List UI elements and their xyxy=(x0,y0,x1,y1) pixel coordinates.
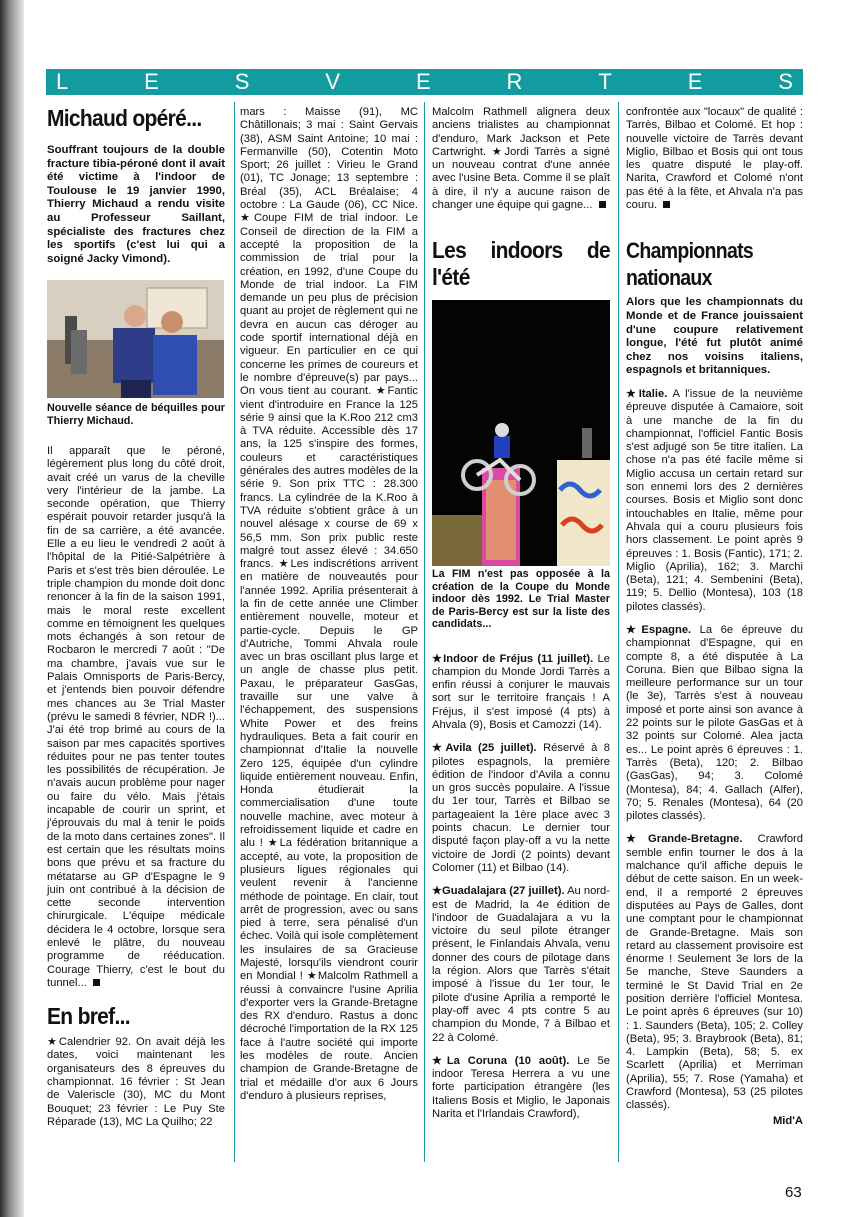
event-heading: ★Guadalajara (27 juillet). xyxy=(432,885,565,898)
end-mark xyxy=(93,979,100,986)
event-text: Le 5e indoor Teresa Herrera a vu une forte participation étrangère (les Italiens Bosis et Miglio, le Japonais Narita et l'Irlandais Crawford), xyxy=(432,1054,611,1120)
brief-continued: mars : Maisse (91), MC Châtillonais; 3 mai : Saint Gervais (38), ASM Saint Antoine; 10 mai : Fermanville (50), Cotentin Moto Sport; 26 juillet : Virieu le Grand (01), TC Jonage; 13 septembre : Bréal (35), ACL Bréalaise; 4 octobre : La Gaude (06), CC Nice. ★Coupe FIM de trial indoor. Le Conseil de direction de la FIM a accepté la proposition de la commission de trial pour la création, en 1992, d'une Coupe du Monde de trial indoor. La FIM demande un peu plus de précision quant au projet de règlement qui ne devra en aucun cas déroger au code sportif international déjà en vigueur. En particulier en ce qui concerne les primes de coureurs et le nombre d'épreuve(s) par pays... On vous tient au courant. ★Fantic vient d'introduire en France la 125 série 9 ainsi que la K.Roo 212 cm3 à TVA réduite. Accessible dès 17 ans, la 125 s'inspire des formes, couleurs et caractéristiques générales des autres modèles de la série 9. Son prix TTC : 28.300 francs. La cylindrée de la K.Roo à TVA réduite s'obtient grâce à un nouvel alésage x course de 69 x 56,5 mm. Son prix public reste malgré tout assez élevé : 34.650 francs. ★Les indiscrétions arrivent en matière de nouveautés pour l'année 1992. Aprilia présenterait à la fin de cette année une Climber entièrement nouvelle, moteur et partie-cycle. Depuis le GP d'Autriche, Tommi Ahvala roule avec un bras oscillant plus large et un angle de chasse plus petit. Paxau, le préparateur GasGas, travaille sur une valve à l'échappement, des suspensions White Power et des freins hydrauliques. Beta a fait courir en championnat d'Italie la nouvelle Zero 125, équipée d'un cylindre liquide entièrement nouveau. Enfin, Honda étudierait la commercialisation d'une toute nouvelle machine, avec moteur à refroidissement liquide et cadre en alu ! ★La fédération britannique a accepté, au vote, la proposition de plusieurs ligues régionales qui veulent revenir à l'ancienne méthode de pointage. En clair, tout arrêt de progression, avec ou sans pied à terre, sera pénalisé d'un échec. Voilà qui isole complètement les insulaires de sa Gracieuse Majesté, lorsqu'ils viendront courir en Mondial ! ★Malcolm Rathmell a réussi à convaincre l'usine Aprilia d'exporter vers la Grande-Bretagne des RX d'enduro. Rastus a donc décroché l'importation de la RX 125 face à l'autre société qui importe les modèles de route. Ancien champion de Grande-Bretagne de trial et médaille d'or aux 6 Jours d'enduro à plusieurs reprises, xyxy=(240,106,418,1102)
event-text: Réservé à 8 pilotes espagnols, la première édition de l'indoor d'Avila a connu un gros succès populaire. A l'issue du 1er tour, Tarrès et Bilbao se partageaient la 1ère place avec 3 points chacun. Le dernier tour disputé façon play-off a vu la nette victoire de Jordi (2 points) devant Colomer (11) et Bilbao (14). xyxy=(432,742,610,874)
coruna-end-text: confrontée aux "locaux" de qualité : Tarrès, Bilbao et Colomé. Et hop : nouvelle victoire de Tarrès devant Miglio, Bilbao et Bosis qui ont tous les quatre disputé le play-off. Narita, Crawford et Colomé n'ont pas été à la fête, et Ahvala n'a pas couru. xyxy=(626,106,803,212)
end-mark xyxy=(599,201,606,208)
column-4 xyxy=(626,106,803,1130)
banner-letter: E xyxy=(687,69,703,94)
country-heading: ★Grande-Bretagne. xyxy=(626,833,743,846)
nationals-spain xyxy=(626,624,803,823)
page-number: 63 xyxy=(785,1184,802,1201)
brief-end xyxy=(432,106,610,212)
article-body xyxy=(47,445,225,990)
page-gutter xyxy=(0,0,24,1217)
column-rule xyxy=(618,102,619,1162)
section-banner xyxy=(46,69,803,95)
event-heading: ★La Coruna (10 août). xyxy=(432,1054,570,1067)
event-text: Au nord-est de Madrid, la 4e édition de l'indoor de Guadalajara a vu la victoire du seul pilote étranger présent, le Finlandais Ahvala, venu donner des cours de pilotage dans la région. Alors que Tarrès s'était imposé à l'issue du 1er tour, le pilote d'usine Aprilia a remporté le play-off avec 4 pts contre 5 au champion du Monde, 7 à Bilbao et 22 à Colomé. xyxy=(432,885,610,1044)
banner-letter: S xyxy=(234,69,250,94)
country-heading: ★Italie. xyxy=(626,387,668,400)
column-rule xyxy=(424,102,425,1162)
column-3 xyxy=(432,106,610,292)
country-text: A l'issue de la neuvième épreuve disputée à Camaiore, soit à une manche de la fin du championnat, l'officiel Fantic Bosis s'est adjugé son 5e titre italien. La chose n'a pas été facile même si Miglio accusa un certain retard sur son ennemi lors des 2 dernières courses. Bosis et Miglio sont donc intouchables en Italie, même pour Ahvala qui a couru plusieurs fois hors classement. Le point après 9 épreuves : 1. Bosis (Fantic), 171; 2. Miglio (Aprilia), 162; 3. Marchi (Beta), 121; 4. Sembenini (Beta), 119; 5. Dellio (Montesa), 103 (18 pilotes classés). xyxy=(626,387,803,613)
indoors-title: Les indoors de l'été xyxy=(432,238,610,292)
country-text: La 6e épreuve du championnat d'Espagne, qui en compte 8, a été disputée à La Coruna. Bien que Bilbao signa la meilleure performance sur un tour (le 3e), Tarrès s'est à nouveau imposé et porte ainsi son avance à 22 points sur le pilote GasGas et à 32 points sur Colomé. Alea jacta es... Le point après 6 épreuves : 1. Tarrès (Beta), 120; 2. Bilbao (GasGas), 94; 3. Colomé (Montesa), 84; 4. Gallach (Alfer), 70; 5. Renales (Montesa), 64 (20 pilotes classés). xyxy=(626,623,803,823)
nationals-uk xyxy=(626,833,803,1112)
country-heading: ★Espagne. xyxy=(626,623,692,636)
photo-caption: La FIM n'est pas opposée à la création de la Coupe du Monde indoor dès 1992. Le Trial Master de Paris-Bercy est sur la liste des candidats... xyxy=(432,568,610,630)
column-2 xyxy=(240,106,418,1105)
column-3-lower xyxy=(432,568,610,1123)
nationals-title: Championnats nationaux xyxy=(626,239,754,292)
event-guadalajara xyxy=(432,885,610,1045)
brief-end-text: Malcolm Rathmell alignera deux anciens trialistes au championnat d'enduro, Mark Jackson et Pete Cartwright. ★Jordi Tarrès a signé un nouveau contrat d'une année avec l'usine Beta. Comme il se plaît à dire, il n'y a aucune raison de changer une équipe qui gagne... xyxy=(432,106,610,212)
coruna-end xyxy=(626,106,803,212)
banner-letter: S xyxy=(778,69,793,94)
event-text: Le champion du Monde Jordi Tarrès a enfin réussi à conjurer le mauvais sort sur le territoire français ! A Fréjus, il s'est imposé (4 pts) à Ahvala (9), Bosis et Camozzi (14). xyxy=(432,652,610,731)
article-body-text: Il apparaît que le péroné, légèrement plus long du côté droit, avait créé un varus de la cheville very l'intérieur de la jambe. La seconde opération, que Thierry espérait pouvoir retarder jusqu'à la fin de sa carrière, a été avancée. Elle a eu lieu le vendredi 2 août à l'hôpital de la Pitié-Salpétrière à Paris et s'est très bien déroulée. Le triple champion du monde doit donc renoncer à la fin de la saison 1991, mais le moral reste excellent comme en témoignent les quelques mots échangés à son retour de Rocbaron le mercredi 7 août : "De ma chambre, j'avais vue sur le Palais Omnisports de Paris-Bercy, et j'entends bien pouvoir défendre mes chances au 3e Trial Master (prévu le samedi 8 février, NDR !)... J'ai été trop brimé au cours de la saison par mes capacités sportives réduites pour ne pas tenter toutes les possibilités de récupération. Je n'avais aucun problème pour nager ou faire du vélo. Mais j'étais incapable de courir un sprint, et j'éprouvais du mal à tenir le poids de la moto dans certaines zones". Il est certain que les résultats moins bons que prévu et sa fracture du métatarse au GP d'Espagne le 9 juin ont contribué à la décision de cette seconde intervention chirurgicale. L'équipe médicale décidera le 4 octobre, lorsque sera enlevé le plâtre, du nouveau programme de rééducation. Courage Thierry, c'est le bout du tunnel... xyxy=(47,445,225,989)
article-lead: Souffrant toujours de la double fracture tibia-péroné dont il avait été victime à l'indoor de Toulouse le 19 janvier 1990, Thierry Michaud a rendu visite au Professeur Saillant, spécialiste des fractures chez les sportifs (c'est lui qui a soigné Jacky Vimond). xyxy=(47,144,225,265)
event-heading: ★Avila (25 juillet). xyxy=(432,742,537,755)
photo-thierry-michaud xyxy=(47,280,224,398)
nationals-lead: Alors que les championnats du Monde et de France jouissaient d'une coupure relativement longue, l'été fut plutôt animé chez nos voisins italiens, espagnols et britanniques. xyxy=(626,296,803,377)
photo-caption: Nouvelle séance de béquilles pour Thierry Michaud. xyxy=(47,402,225,427)
end-mark xyxy=(663,201,670,208)
event-coruna xyxy=(432,1055,610,1121)
nationals-italy xyxy=(626,388,803,614)
banner-letter: E xyxy=(415,69,431,94)
banner-letter: R xyxy=(506,69,523,94)
event-avila xyxy=(432,742,610,875)
column-rule xyxy=(234,102,235,1162)
photo-indoor-trial xyxy=(432,300,610,566)
article-title: Michaud opéré... xyxy=(47,106,202,132)
banner-letter: E xyxy=(144,69,159,94)
banner-letter: V xyxy=(325,69,341,94)
column-1-lower xyxy=(47,402,225,1131)
country-text: Crawford semble enfin tourner le dos à la malchance qu'il affiche depuis le début de cette saison. En un week-end, il a remporté 2 épreuves disputées au Pays de Galles, dont une comptant pour le championnat de Grande-Bretagne. Mais son retard au classement provisoire est énorme ! Seulement 3e lors de la 5e manche, Steve Saunders a terminé le St David Trial en 2e position derrière l'officiel Montesa. Le point après 6 épreuves (sur 10) : 1. Saunders (Beta), 105; 2. Colley (Beta), 95; 3. Braybrook (Beta), 81; 4. Lampkin (Beta), 58; 5. ex Scarlett (Aprilia) et Merriman (Aprilia), 55; 7. Rose (Yamaha) et Crawford (Montesa), 53 (25 pilotes classés). xyxy=(626,833,803,1112)
event-heading: ★Indoor de Fréjus (11 juillet). xyxy=(432,652,594,665)
banner-letter: L xyxy=(56,69,69,94)
brief-text: ★Calendrier 92. On avait déjà les dates, voici maintenant les organisateurs des 8 épreuves du championnat. 16 février : St Jean de Valeriscle (30), MC du Mont Bouquet; 23 février : Le Puy Ste Réparade (13), MC La Quilho; 22 xyxy=(47,1036,225,1128)
brief-title: En bref... xyxy=(47,1004,130,1030)
author-signature: Mid'A xyxy=(772,1114,803,1127)
event-frejus xyxy=(432,653,610,733)
column-1 xyxy=(47,106,225,268)
banner-letter: T xyxy=(598,69,612,94)
